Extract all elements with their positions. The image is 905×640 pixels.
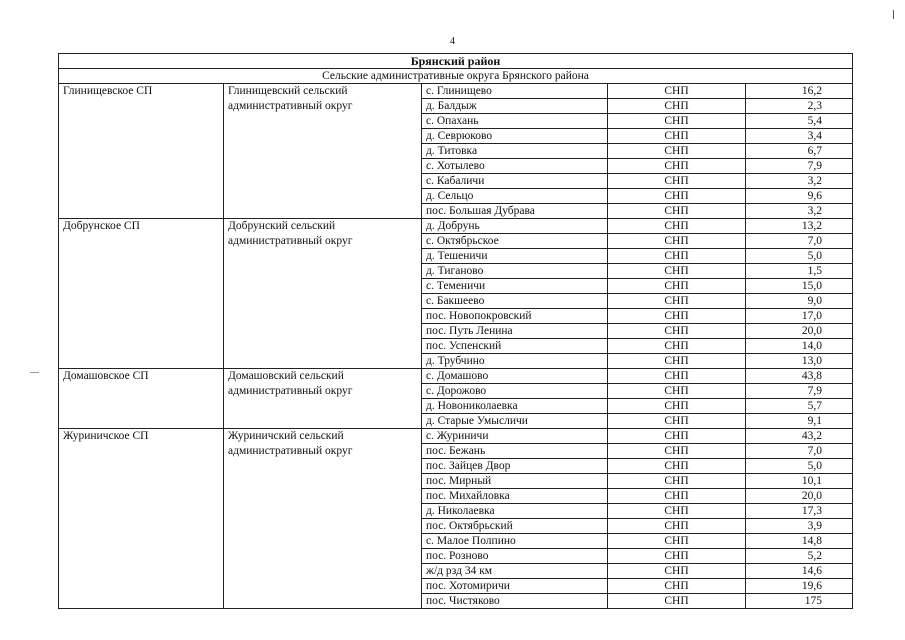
settlement-value: 175 <box>746 594 853 609</box>
settlement-name: с. Журиничи <box>422 429 608 444</box>
settlement-name: с. Кабаличи <box>422 174 608 189</box>
settlement-type: СНП <box>608 234 746 249</box>
settlement-type: СНП <box>608 324 746 339</box>
table-subtitle: Сельские административные округа Брянского района <box>59 69 853 84</box>
settlement-name: пос. Большая Дубрава <box>422 204 608 219</box>
settlement-value: 13,0 <box>746 354 853 369</box>
settlement-name: пос. Мирный <box>422 474 608 489</box>
settlement-type: СНП <box>608 249 746 264</box>
settlement-name: д. Титовка <box>422 144 608 159</box>
settlement-value: 7,9 <box>746 384 853 399</box>
settlement-name: пос. Розново <box>422 549 608 564</box>
settlement-name: с. Дорожово <box>422 384 608 399</box>
settlement-type: СНП <box>608 489 746 504</box>
admin-district-name-line: административный округ <box>228 235 353 247</box>
settlement-value: 14,8 <box>746 534 853 549</box>
settlement-name: ж/д рзд 34 км <box>422 564 608 579</box>
settlement-value: 2,3 <box>746 99 853 114</box>
admin-district-cell <box>224 219 422 369</box>
settlement-name: д. Старые Умысличи <box>422 414 608 429</box>
settlement-name: с. Малое Полпино <box>422 534 608 549</box>
page-number: 4 <box>450 36 455 47</box>
settlement-name: пос. Октябрьский <box>422 519 608 534</box>
settlement-name: д. Севрюково <box>422 129 608 144</box>
settlement-name: пос. Успенский <box>422 339 608 354</box>
settlement-name: пос. Путь Ленина <box>422 324 608 339</box>
settlement-value: 3,9 <box>746 519 853 534</box>
settlement-type: СНП <box>608 534 746 549</box>
settlement-value: 7,0 <box>746 234 853 249</box>
settlement-name: д. Балдыж <box>422 99 608 114</box>
admin-district-cell <box>224 369 422 429</box>
settlement-group-name: Глинищевское СП <box>59 84 224 219</box>
settlement-type: СНП <box>608 279 746 294</box>
settlement-value: 17,3 <box>746 504 853 519</box>
settlement-group-name: Журиничское СП <box>59 429 224 609</box>
table-row <box>59 219 853 234</box>
table-title-row <box>59 54 853 69</box>
settlement-value: 7,0 <box>746 444 853 459</box>
settlement-name: д. Николаевка <box>422 504 608 519</box>
settlement-value: 5,4 <box>746 114 853 129</box>
settlement-name: с. Бакшеево <box>422 294 608 309</box>
settlement-type: СНП <box>608 594 746 609</box>
admin-district-name-line: Домашовский сельский <box>228 370 344 382</box>
settlement-type: СНП <box>608 579 746 594</box>
settlement-name: пос. Зайцев Двор <box>422 459 608 474</box>
settlement-group-name: Домашовское СП <box>59 369 224 429</box>
settlement-value: 20,0 <box>746 324 853 339</box>
settlement-name: д. Тиганово <box>422 264 608 279</box>
settlement-name: д. Новониколаевка <box>422 399 608 414</box>
settlement-name: с. Хотылево <box>422 159 608 174</box>
settlements-table <box>58 53 853 609</box>
settlement-type: СНП <box>608 159 746 174</box>
admin-district-name-line: административный округ <box>228 100 353 112</box>
table-title: Брянский район <box>59 54 853 69</box>
settlement-type: СНП <box>608 354 746 369</box>
settlement-name: с. Опахань <box>422 114 608 129</box>
settlement-value: 13,2 <box>746 219 853 234</box>
settlement-value: 7,9 <box>746 159 853 174</box>
settlement-value: 14,6 <box>746 564 853 579</box>
settlement-value: 5,2 <box>746 549 853 564</box>
settlement-value: 15,0 <box>746 279 853 294</box>
admin-district-cell <box>224 84 422 219</box>
settlement-value: 9,1 <box>746 414 853 429</box>
settlement-name: д. Трубчино <box>422 354 608 369</box>
settlement-type: СНП <box>608 474 746 489</box>
table-row <box>59 369 853 384</box>
settlement-group-name: Добрунское СП <box>59 219 224 369</box>
settlement-name: пос. Хотомиричи <box>422 579 608 594</box>
settlement-type: СНП <box>608 564 746 579</box>
settlement-name: с. Октябрьское <box>422 234 608 249</box>
settlement-name: с. Глинищево <box>422 84 608 99</box>
settlement-type: СНП <box>608 99 746 114</box>
table-subtitle-row <box>59 69 853 84</box>
admin-district-name-line: административный округ <box>228 385 353 397</box>
settlement-type: СНП <box>608 339 746 354</box>
settlement-value: 17,0 <box>746 309 853 324</box>
settlement-value: 3,4 <box>746 129 853 144</box>
settlement-name: с. Теменичи <box>422 279 608 294</box>
settlement-type: СНП <box>608 504 746 519</box>
settlement-value: 1,5 <box>746 264 853 279</box>
settlement-type: СНП <box>608 444 746 459</box>
settlement-value: 16,2 <box>746 84 853 99</box>
settlement-type: СНП <box>608 129 746 144</box>
settlement-value: 5,0 <box>746 459 853 474</box>
table-row <box>59 84 853 99</box>
admin-district-name-line: Добрунский сельский <box>228 220 336 232</box>
settlement-type: СНП <box>608 399 746 414</box>
settlement-value: 10,1 <box>746 474 853 489</box>
settlement-name: пос. Новопокровский <box>422 309 608 324</box>
settlement-type: СНП <box>608 549 746 564</box>
settlement-type: СНП <box>608 414 746 429</box>
settlement-type: СНП <box>608 519 746 534</box>
settlement-value: 43,2 <box>746 429 853 444</box>
settlement-type: СНП <box>608 264 746 279</box>
scan-side-mark <box>30 372 39 373</box>
settlement-name: с. Домашово <box>422 369 608 384</box>
settlement-value: 9,0 <box>746 294 853 309</box>
settlement-value: 14,0 <box>746 339 853 354</box>
settlement-type: СНП <box>608 429 746 444</box>
settlement-value: 3,2 <box>746 174 853 189</box>
settlement-value: 43,8 <box>746 369 853 384</box>
settlement-value: 5,7 <box>746 399 853 414</box>
settlement-name: пос. Бежань <box>422 444 608 459</box>
settlement-type: СНП <box>608 84 746 99</box>
settlement-type: СНП <box>608 144 746 159</box>
settlement-name: д. Тешеничи <box>422 249 608 264</box>
settlement-type: СНП <box>608 369 746 384</box>
admin-district-name-line: административный округ <box>228 445 353 457</box>
settlement-type: СНП <box>608 384 746 399</box>
settlement-type: СНП <box>608 294 746 309</box>
settlement-type: СНП <box>608 459 746 474</box>
settlement-name: д. Добрунь <box>422 219 608 234</box>
settlement-type: СНП <box>608 174 746 189</box>
settlement-value: 20,0 <box>746 489 853 504</box>
settlement-name: пос. Михайловка <box>422 489 608 504</box>
settlement-value: 9,6 <box>746 189 853 204</box>
settlement-value: 3,2 <box>746 204 853 219</box>
settlement-name: д. Сельцо <box>422 189 608 204</box>
settlement-type: СНП <box>608 189 746 204</box>
admin-district-name-line: Глинищевский сельский <box>228 85 348 97</box>
settlement-name: пос. Чистяково <box>422 594 608 609</box>
admin-district-cell <box>224 429 422 609</box>
settlement-type: СНП <box>608 114 746 129</box>
settlement-type: СНП <box>608 219 746 234</box>
settlement-type: СНП <box>608 309 746 324</box>
settlement-value: 6,7 <box>746 144 853 159</box>
settlement-value: 19,6 <box>746 579 853 594</box>
table-row <box>59 429 853 444</box>
settlement-type: СНП <box>608 204 746 219</box>
settlement-value: 5,0 <box>746 249 853 264</box>
scan-edge-mark <box>893 10 894 19</box>
admin-district-name-line: Журиничский сельский <box>228 430 344 442</box>
